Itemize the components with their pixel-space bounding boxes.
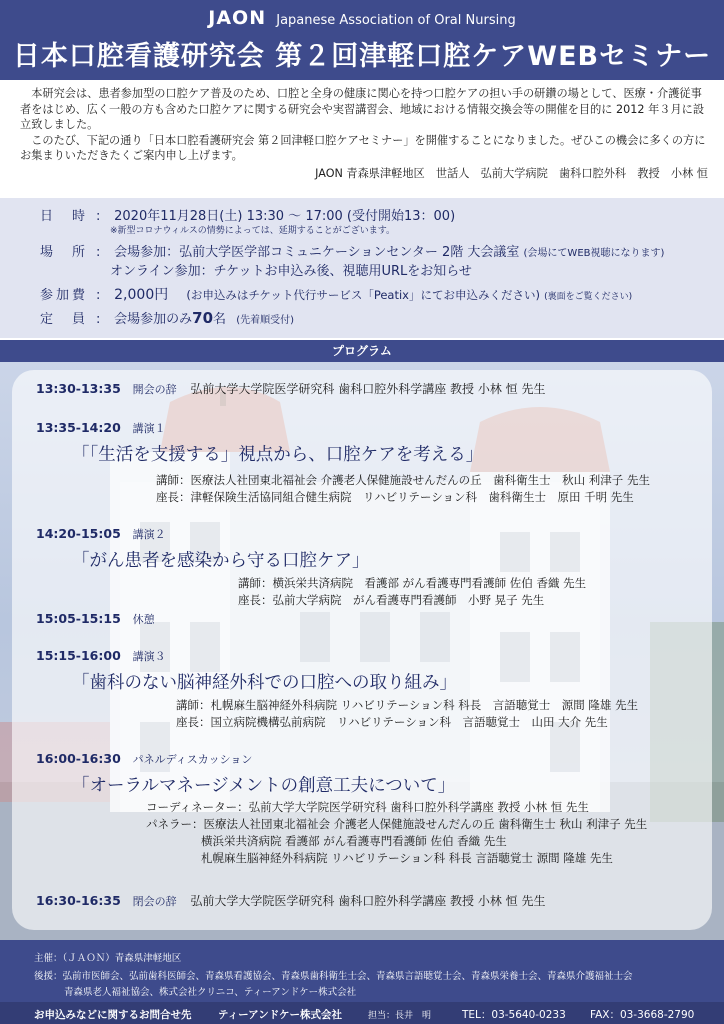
session-time: 16:30-16:35 [36,893,121,908]
intro-signature: JAON 青森県津軽地区 世話人 弘前大学病院 歯科口腔外科 教授 小林 恒 [315,166,708,180]
session-kind: 開会の辞 [132,383,177,396]
place-value-venue: 会場参加：弘前大学医学部コミュニケーションセンター 2階 大会議室 [114,245,520,260]
program-section [0,362,724,940]
fee-row: 参加費 : 2,000円 (お申込みはチケット代行サービス「Peatix」にてお申込みください) (裏面をご覧ください) [40,284,632,304]
contact-fax: FAX：03-3668-2790 [590,1009,695,1021]
organizer-line: 主催：（ＪＡＯＮ）青森県津軽地区 [34,953,182,964]
session-time: 16:00-16:30 [36,751,121,766]
place-venue-note: (会場にてWEB視聴になります) [523,248,665,259]
place-label: 場 所 [40,245,89,260]
contact-tel: TEL：03-5640-0233 [462,1009,566,1021]
organization-line [0,7,724,29]
panelist-3: 札幌麻生脳神経外科病院 リハビリテーション科 科長 言語聴覚士 源間 隆雄 先生 [201,851,613,865]
capacity-label: 定 員 [40,312,89,327]
support-line-2: 青森県老人福祉協会、株式会社クリニコ、ティーアンドケー株式会社 [64,987,357,998]
capacity-row: 定 員 : 会場参加のみ70名 (先着順受付) [40,309,294,327]
lecture-1-chair: 座長：津軽保険生活協同組合健生病院 リハビリテーション科 歯科衛生士 原田 千明 先生 [156,490,634,504]
contact-label: お申込みなどに関するお問合せ先 [34,1009,192,1021]
session-break [36,611,155,627]
date-label: 日 時 [40,209,89,224]
session-kind: 講演２ [132,528,166,541]
support-line-1: 後援：弘前市医師会、弘前歯科医師会、青森県看護協会、青森県歯科衛生士会、青森県言語聴覚士会、青森県栄養士会、青森県介護福祉士会 [34,971,633,982]
intro-paragraph-2: このたび、下記の通り「日本口腔看護研究会 第２回津軽口腔ケアセミナー」を開催することになりました。ぜひこの機会に多くの方にお集まりいただきたくご案内申し上げます。 [20,133,706,162]
org-full-name: Japanese Association of Oral Nursing [276,13,516,28]
session-kind: パネルディスカッション [132,753,253,766]
session-person: 弘前大学大学院医学研究科 歯科口腔外科学講座 教授 小林 恒 先生 [190,894,546,908]
session-time: 14:20-15:05 [36,526,121,541]
org-short-name: JAON [208,7,267,29]
fee-label: 参加費 [40,288,89,303]
date-value: 2020年11月28日(土) 13:30 ～ 17:00 (受付開始13：00) [114,209,456,224]
lecture-1-title: 「「生活を支援する」視点から、口腔ケアを考える」 [72,445,484,465]
session-kind: 講演３ [132,650,166,663]
fee-note-reverse: (裏面をご覧ください) [544,292,633,302]
program-heading: プログラム [0,340,724,362]
lecture-2-title: 「がん患者を感染から守る口腔ケア」 [72,551,370,571]
session-lecture-1 [36,420,166,436]
session-opening [36,380,546,397]
contact-person: 担当：長井 明 [368,1011,432,1021]
session-time: 13:35-14:20 [36,420,121,435]
date-note: ※新型コロナウィルスの情勢によっては、延期することがございます。 [110,226,396,236]
intro-paragraph-1: 本研究会は、患者参加型の口腔ケア普及のため、口腔と全身の健康に関心を持つ口腔ケアの担い手の研鑽の場として、医療・介護従事者をはじめ、広く一般の方も含めた口腔ケアに関する研究会や実習講習会、地域における情報交換会等の開催を目的に 2012 年３月に設立致しました。 [20,87,705,131]
event-info-box [0,198,724,338]
session-lecture-2 [36,526,166,542]
panelist-1: パネラー：医療法人社団東北福祉会 介護老人保健施設せんだんの丘 歯科衛生士 秋山 利津子 先生 [146,817,648,831]
capacity-suffix: 名 [213,312,227,327]
date-row: 日 時 : 2020年11月28日(土) 13:30 ～ 17:00 (受付開始13：00) [40,205,455,224]
lecture-2-speaker: 講師：横浜栄共済病院 看護部 がん看護専門看護師 佐伯 香織 先生 [238,576,587,590]
place-row: 場 所 : 会場参加：弘前大学医学部コミュニケーションセンター 2階 大会議室 (会場にてWEB視聴になります) [40,241,664,260]
lecture-1-speaker: 講師：医療法人社団東北福祉会 介護老人保健施設せんだんの丘 歯科衛生士 秋山 利津子 先生 [156,473,650,487]
capacity-note: (先着順受付) [236,315,294,326]
intro-text [20,86,708,181]
seminar-title: 日本口腔看護研究会 第２回津軽口腔ケアWEBセミナー [12,41,712,72]
contact-bar [0,1002,724,1024]
fee-value: 2,000円 [114,287,169,303]
session-kind: 講演１ [132,422,166,435]
session-closing [36,892,546,909]
panel-discussion-title: 「オーラルマネージメントの創意工夫について」 [72,776,456,796]
contact-company: ティーアンドケー株式会社 [218,1009,343,1021]
header-banner [0,0,724,80]
session-person: 弘前大学大学院医学研究科 歯科口腔外科学講座 教授 小林 恒 先生 [190,382,546,396]
session-time: 15:05-15:15 [36,611,121,626]
session-panel-discussion [36,751,252,767]
panel-coordinator: コーディネーター：弘前大学大学院医学研究科 歯科口腔外科学講座 教授 小林 恒 先生 [146,800,589,814]
fee-note: (お申込みはチケット代行サービス「Peatix」にてお申込みください) [186,288,540,302]
lecture-3-title: 「歯科のない脳神経外科での口腔への取り組み」 [72,673,457,693]
capacity-prefix: 会場参加のみ [114,312,193,327]
capacity-number: 70 [192,309,214,327]
session-time: 13:30-13:35 [36,381,121,396]
session-lecture-3 [36,648,166,664]
session-kind: 閉会の辞 [132,895,177,908]
lecture-3-speaker: 講師：札幌麻生脳神経外科病院 リハビリテーション科 科長 言語聴覚士 源間 隆雄 先生 [176,698,639,712]
session-kind: 休憩 [132,613,155,626]
lecture-2-chair: 座長：弘前大学病院 がん看護専門看護師 小野 晃子 先生 [238,593,545,607]
session-time: 15:15-16:00 [36,648,121,663]
lecture-3-chair: 座長：国立病院機構弘前病院 リハビリテーション科 言語聴覚士 山田 大介 先生 [176,715,608,729]
place-value-online: オンライン参加：チケットお申込み後、視聴用URLをお知らせ [110,264,472,279]
panelist-2: 横浜栄共済病院 看護部 がん看護専門看護師 佐伯 香織 先生 [201,834,507,848]
